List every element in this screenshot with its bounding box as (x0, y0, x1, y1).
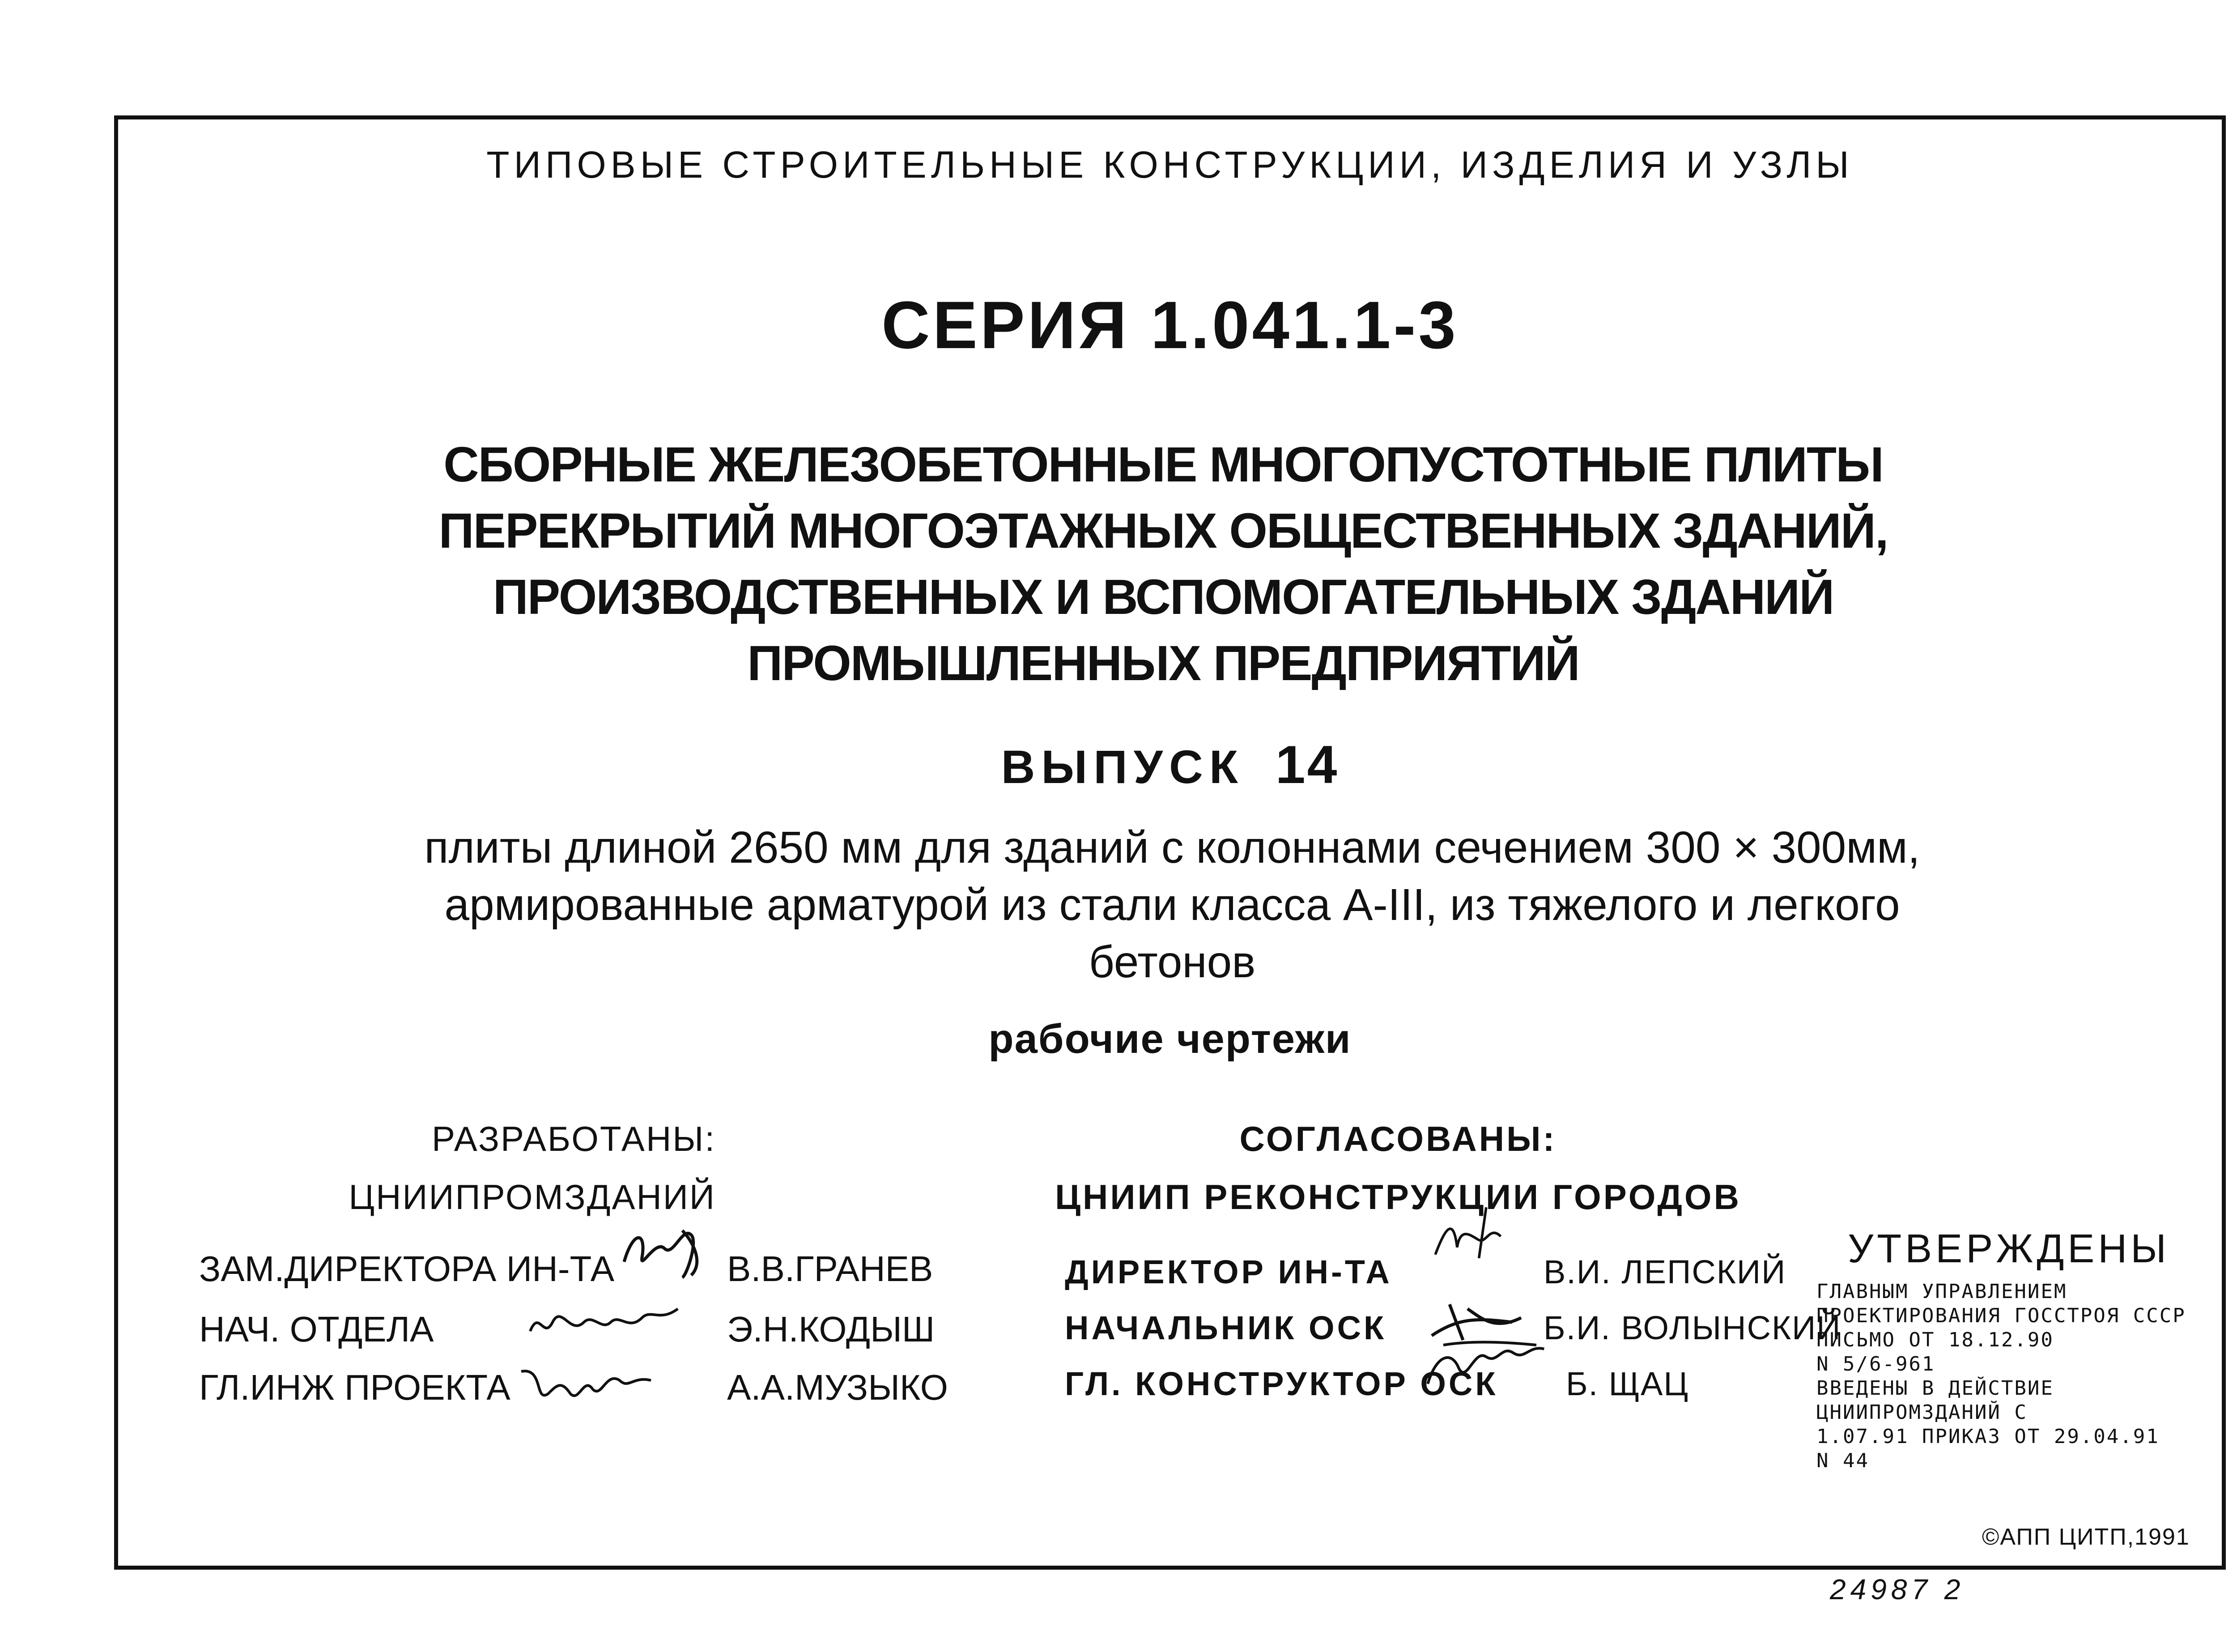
document-title (403, 432, 1924, 697)
signatory-position: НАЧАЛЬНИК ОСК (1065, 1309, 1387, 1346)
agreed-heading (1051, 1110, 1745, 1226)
developed-label: РАЗРАБОТАНЫ: (431, 1119, 716, 1158)
signatory-name: В.И. ЛЕПСКИЙ (1544, 1253, 1786, 1290)
agreed-label: СОГЛАСОВАНЫ: (1239, 1119, 1557, 1158)
approved-line: N 44 (1816, 1449, 1869, 1472)
agreed-org: ЦНИИП РЕКОНСТРУКЦИИ ГОРОДОВ (1055, 1177, 1741, 1217)
title-line: ПЕРЕКРЫТИЙ МНОГОЭТАЖНЫХ ОБЩЕСТВЕННЫХ ЗДАНИЙ, (438, 503, 1888, 558)
approved-line: N 5/6-961 (1816, 1353, 1935, 1375)
signatory-name: А.А.МУЗЫКО (727, 1367, 948, 1407)
developed-heading (268, 1110, 716, 1226)
signatory-position: ЗАМ.ДИРЕКТОРА ИН-ТА (199, 1249, 615, 1289)
issue-line (114, 734, 2226, 796)
signatory-name: Б. ЩАЦ (1566, 1365, 1689, 1402)
approved-line: ПРОЕКТИРОВАНИЯ ГОССТРОЯ СССР (1816, 1304, 2186, 1327)
issue-number: 14 (1275, 735, 1339, 795)
signatory-name: В.В.ГРАНЕВ (727, 1249, 933, 1289)
copyright-notice: ©АПП ЦИТП,1991 (1982, 1524, 2190, 1550)
approved-title: УТВЕРЖДЕНЫ (1848, 1226, 2170, 1271)
description-line: армированные арматурой из стали класса А-III, из тяжелого и легкого (444, 880, 1900, 930)
approved-line: ГЛАВНЫМ УПРАВЛЕНИЕМ (1816, 1280, 2067, 1303)
handwritten-signature (1409, 1333, 1570, 1392)
signatory-position: ДИРЕКТОР ИН-ТА (1065, 1253, 1392, 1290)
document-number: 24987 2 (1830, 1573, 1965, 1605)
developed-org: ЦНИИПРОМЗДАНИЙ (349, 1177, 716, 1217)
approved-line: 1.07.91 ПРИКАЗ ОТ 29.04.91 (1816, 1425, 2160, 1448)
handwritten-signature (526, 1291, 687, 1349)
series-title: СЕРИЯ 1.041.1-3 (881, 287, 1459, 362)
document-header: ТИПОВЫЕ СТРОИТЕЛЬНЫЕ КОНСТРУКЦИИ, ИЗДЕЛИЯ И УЗЛЫ (486, 144, 1854, 186)
signatory-name: Б.И. ВОЛЫНСКИЙ (1544, 1309, 1841, 1346)
signatory-position: ГЛ. КОНСТРУКТОР ОСК (1065, 1365, 1498, 1402)
working-drawings-label: рабочие чертежи (988, 1016, 1352, 1062)
title-line: ПРОИЗВОДСТВЕННЫХ И ВСПОМОГАТЕЛЬНЫХ ЗДАНИЙ (493, 570, 1834, 625)
issue-label: ВЫПУСК (1001, 741, 1244, 793)
approved-line: ПИСЬМО ОТ 18.12.90 (1816, 1328, 2054, 1351)
issue-description (268, 819, 2076, 991)
description-line: плиты длиной 2650 мм для зданий с колоннами сечением 300 × 300мм, (424, 822, 1920, 873)
title-line: ПРОМЫШЛЕННЫХ ПРЕДПРИЯТИЙ (747, 636, 1579, 691)
title-line: СБОРНЫЕ ЖЕЛЕЗОБЕТОННЫЕ МНОГОПУСТОТНЫЕ ПЛИТЫ (443, 437, 1883, 492)
approved-line: ЦНИИПРОМЗДАНИЙ С (1816, 1401, 2028, 1424)
handwritten-signature (517, 1354, 678, 1412)
signatory-name: Э.Н.КОДЫШ (727, 1309, 935, 1349)
signatory-position: НАЧ. ОТДЕЛА (199, 1309, 434, 1349)
signatory-position: ГЛ.ИНЖ ПРОЕКТА (199, 1367, 510, 1407)
approved-details (1816, 1280, 2210, 1473)
description-line: бетонов (1089, 937, 1256, 987)
approved-line: ВВЕДЕНЫ В ДЕЙСТВИЕ (1816, 1377, 2054, 1400)
